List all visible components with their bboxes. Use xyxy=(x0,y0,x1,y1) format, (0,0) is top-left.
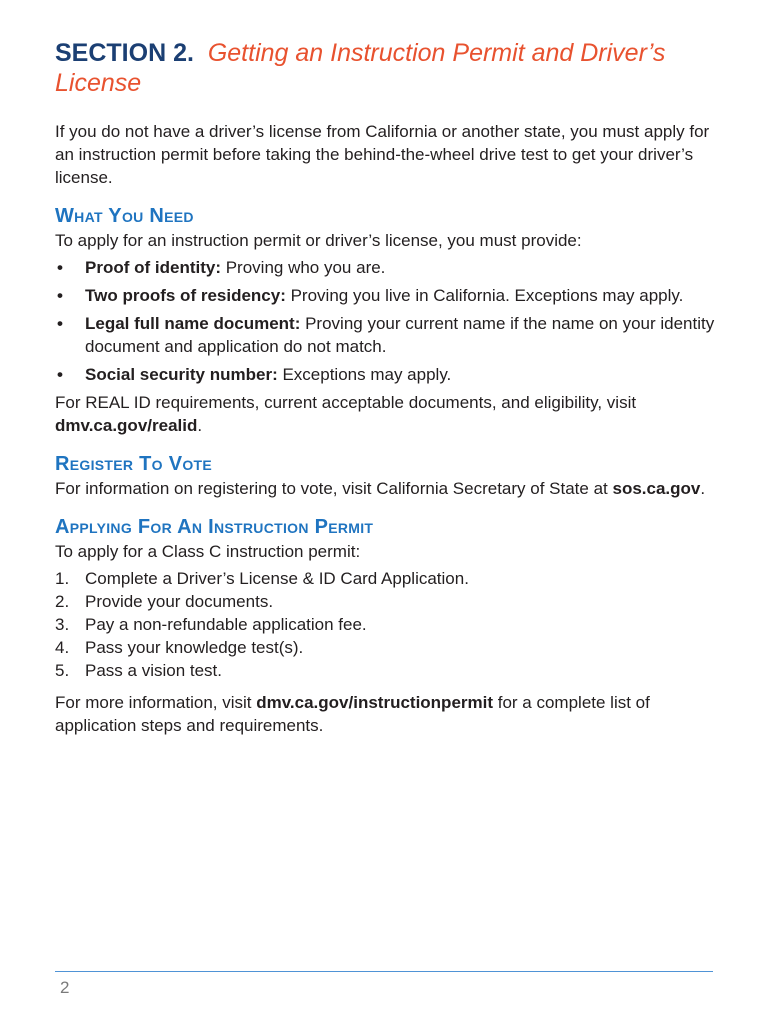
item-text: Exceptions may apply. xyxy=(277,365,452,384)
permit-steps-list xyxy=(55,567,715,682)
permit-heading: Applying For An Instruction Permit xyxy=(55,516,374,538)
list-item xyxy=(55,659,715,682)
real-id-note-end: . xyxy=(197,416,203,435)
step-number: 1. xyxy=(55,569,70,588)
more-info-text: For more information, visit xyxy=(55,693,257,712)
sos-link[interactable]: sos.ca.gov xyxy=(612,479,701,498)
bullet-icon: • xyxy=(57,365,63,384)
step-text: Complete a Driver’s License & ID Card Application. xyxy=(85,569,469,588)
list-item xyxy=(55,312,715,358)
register-section xyxy=(55,452,715,500)
step-text: Pass a vision test. xyxy=(85,661,223,680)
what-you-need-section xyxy=(55,204,715,437)
step-number: 5. xyxy=(55,661,70,680)
list-item xyxy=(55,636,715,659)
list-item xyxy=(55,363,715,386)
page-content xyxy=(55,38,715,737)
register-text: For information on registering to vote, visit California Secretary of State at xyxy=(55,479,613,498)
register-heading: Register To Vote xyxy=(55,453,213,475)
bullet-icon: • xyxy=(57,286,63,305)
item-label: Proof of identity: xyxy=(85,258,221,277)
item-text: Proving your current name if the name on your identity document and application do not match. xyxy=(85,314,715,356)
step-text: Provide your documents. xyxy=(85,592,274,611)
requirements-list xyxy=(55,256,715,386)
step-number: 3. xyxy=(55,615,70,634)
real-id-note xyxy=(55,391,715,437)
intro-paragraph: If you do not have a driver’s license from California or another state, you must apply for an instruction permit before taking the behind-the-wheel drive test to get your driver’s license. xyxy=(55,122,710,187)
bullet-icon: • xyxy=(57,314,63,333)
step-text: Pay a non-refundable application fee. xyxy=(85,615,367,634)
page-title xyxy=(55,38,715,98)
step-text: Pass your knowledge test(s). xyxy=(85,638,304,657)
footer-divider xyxy=(55,971,713,972)
list-item xyxy=(55,613,715,636)
section-subtitle: Getting an Instruction Permit and Driver’s License xyxy=(55,39,666,97)
item-label: Social security number: xyxy=(85,365,278,384)
item-label: Legal full name document: xyxy=(85,314,301,333)
permit-more-info xyxy=(55,691,715,737)
list-item xyxy=(55,590,715,613)
register-text-end: . xyxy=(700,479,706,498)
list-item xyxy=(55,256,715,279)
step-number: 4. xyxy=(55,638,70,657)
register-paragraph xyxy=(55,477,715,500)
instructionpermit-link[interactable]: dmv.ca.gov/instructionpermit xyxy=(256,693,494,712)
what-you-need-heading: What You Need xyxy=(55,205,194,227)
real-id-note-text: For REAL ID requirements, current acceptable documents, and eligibility, visit xyxy=(55,393,637,412)
item-text: Proving you live in California. Exceptions may apply. xyxy=(285,286,684,305)
permit-section xyxy=(55,515,715,737)
list-item xyxy=(55,567,715,590)
list-item xyxy=(55,284,715,307)
section-label: SECTION 2. xyxy=(55,39,194,67)
step-number: 2. xyxy=(55,592,70,611)
realid-link[interactable]: dmv.ca.gov/realid xyxy=(55,416,198,435)
more-info-text-end: for a complete list of application steps and requirements. xyxy=(55,693,650,735)
page-number: 2 xyxy=(60,978,70,997)
item-label: Two proofs of residency: xyxy=(85,286,286,305)
bullet-icon: • xyxy=(57,258,63,277)
permit-lead: To apply for a Class C instruction permit: xyxy=(55,542,361,561)
item-text: Proving who you are. xyxy=(220,258,386,277)
what-you-need-lead: To apply for an instruction permit or driver’s license, you must provide: xyxy=(55,231,582,250)
